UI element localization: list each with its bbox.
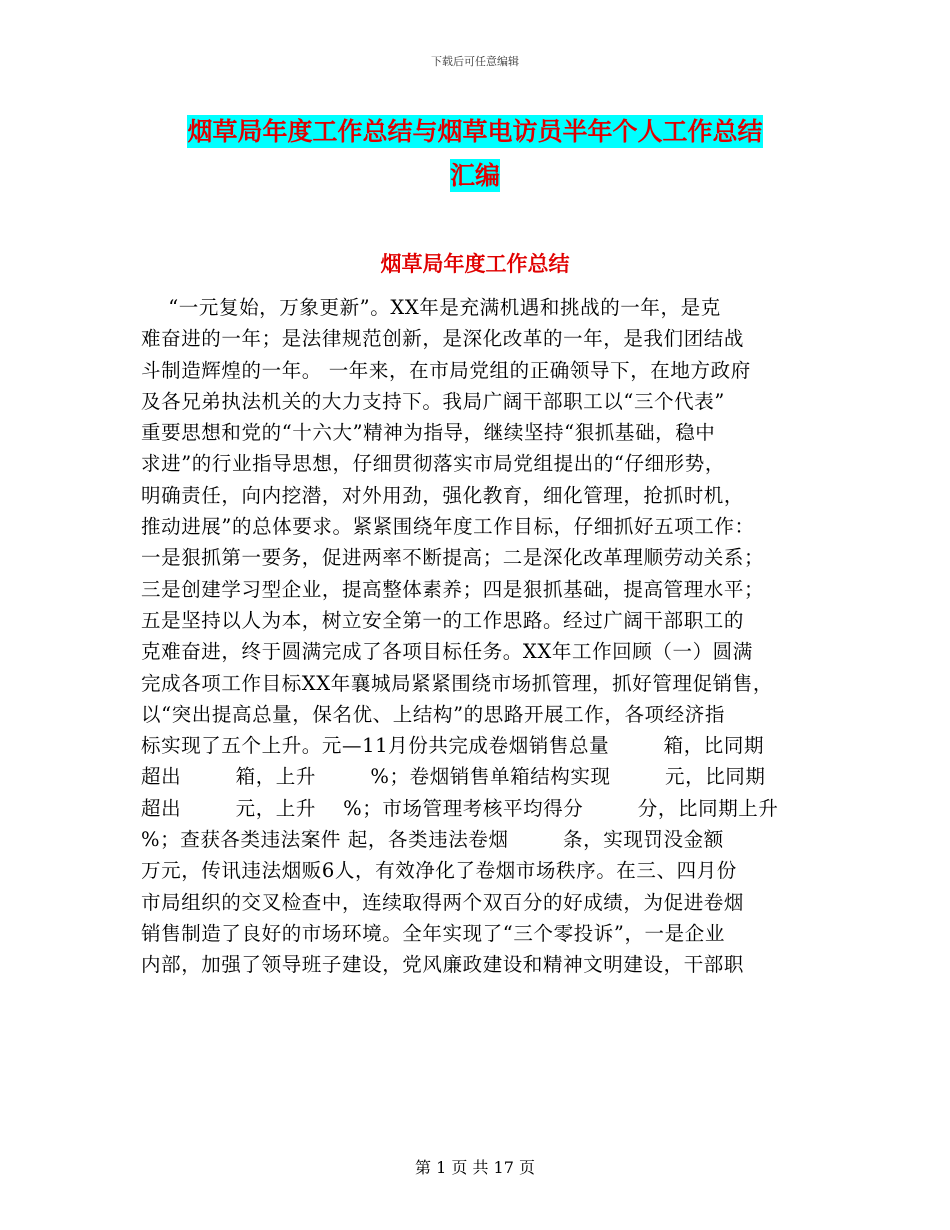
- body-line: 超出 元，上升 %；市场管理考核平均得分 分，比同期上升: [141, 796, 779, 820]
- page-footer: 第 1 页 共 17 页: [415, 1158, 535, 1177]
- section-title: 烟草局年度工作总结: [380, 252, 570, 276]
- body-line: 三是创建学习型企业，提高整体素养；四是狠抓基础，提高管理水平；: [141, 577, 765, 601]
- body-line: 销售制造了良好的市场环境。全年实现了“三个零投诉”，一是企业: [141, 921, 725, 945]
- body-line: 克难奋进，终于圆满完成了各项目标任务。XX年工作回顾（一）圆满: [141, 640, 753, 664]
- body-line: 以“突出提高总量，保名优、上结构”的思路开展工作，各项经济指: [141, 702, 725, 726]
- body-line: 完成各项工作目标XX年襄城局紧紧围绕市场抓管理，抓好管理促销售，: [141, 671, 773, 695]
- body-line: “一元复始，万象更新”。XX年是充满机遇和挑战的一年，是克: [141, 296, 721, 319]
- body-line: 万元，传讯违法烟贩6人，有效净化了卷烟市场秩序。在三、四月份: [141, 859, 737, 883]
- body-line: 推动进展”的总体要求。紧紧围绕年度工作目标，仔细抓好五项工作：: [141, 515, 755, 539]
- body-line: 一是狠抓第一要务，促进两率不断提高；二是深化改革理顺劳动关系；: [141, 546, 765, 570]
- title-line-1: 烟草局年度工作总结与烟草电访员半年个人工作总结: [187, 117, 763, 146]
- header-note: 下载后可任意编辑: [431, 55, 519, 68]
- body-line: 标实现了五个上升。元—11月份共完成卷烟销售总量 箱，比同期: [141, 734, 765, 758]
- body-line: 内部，加强了领导班子建设，党风廉政建设和精神文明建设，干部职: [141, 953, 745, 977]
- body-line: 斗制造辉煌的一年。 一年来，在市局党组的正确领导下，在地方政府: [141, 358, 751, 382]
- body-line: 五是坚持以人为本，树立安全第一的工作思路。经过广阔干部职工的: [141, 608, 745, 632]
- body-line: 超出 箱，上升 %；卷烟销售单箱结构实现 元，比同期: [141, 765, 766, 789]
- body-line: 及各兄弟执法机关的大力支持下。我局广阔干部职工以“三个代表”: [141, 389, 725, 413]
- body-text: [141, 292, 821, 981]
- body-line: 难奋进的一年；是法律规范创新，是深化改革的一年，是我们团结战: [141, 327, 745, 351]
- title-line-2: 汇编: [449, 161, 500, 190]
- body-line: 明确责任，向内挖潜，对外用劲，强化教育，细化管理，抢抓时机，: [141, 483, 745, 507]
- body-line: 市局组织的交叉检查中，连续取得两个双百分的好成绩，为促进卷烟: [141, 890, 745, 914]
- body-line: 重要思想和党的“十六大”精神为指导，继续坚持“狠抓基础，稳中: [141, 421, 716, 445]
- body-line: %；查获各类违法案件 起，各类违法卷烟 条，实现罚没金额: [141, 828, 724, 852]
- body-line: 求进”的行业指导思想，仔细贯彻落实市局党组提出的“仔细形势，: [141, 452, 725, 476]
- document-title: [140, 110, 810, 198]
